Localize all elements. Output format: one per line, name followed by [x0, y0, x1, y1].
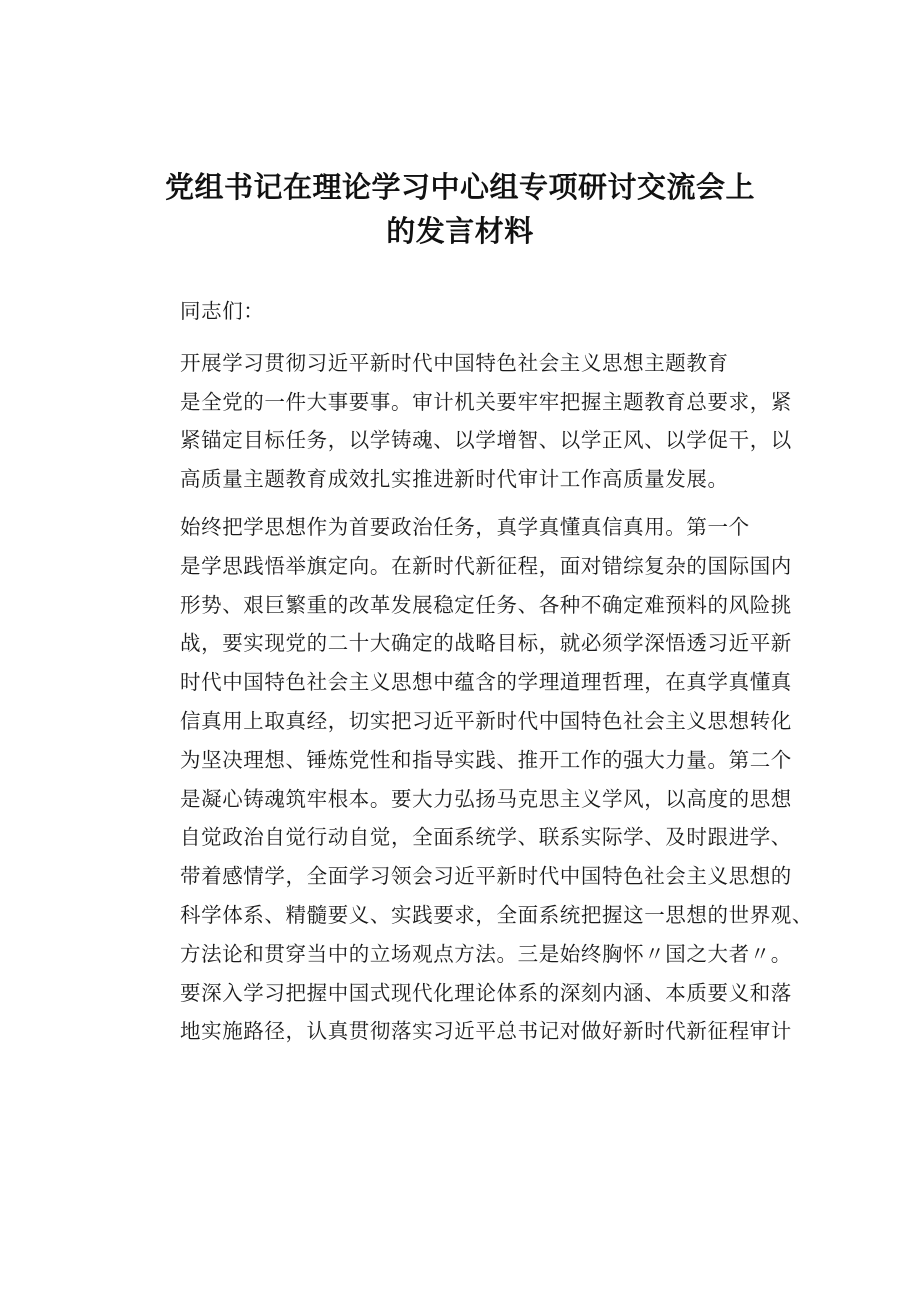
paragraph-1-line: 高质量主题教育成效扎实推进新时代审计工作高质量发展。: [180, 467, 729, 492]
paragraph-1-line: 紧锚定目标任务，以学铸魂、以学增智、以学正风、以学促干，以: [180, 428, 792, 453]
paragraph-2-line: 是凝心铸魂筑牢根本。要大力弘扬马克思主义学风，以高度的思想: [180, 786, 792, 811]
title-line-2: 的发言材料: [386, 214, 534, 248]
paragraph-2-line: 要深入学习把握中国式现代化理论体系的深刻内涵、本质要义和落: [180, 980, 792, 1005]
paragraph-2: [135, 508, 813, 1051]
paragraph-2-line: 是学思践悟举旗定向。在新时代新征程，面对错综复杂的国际国内: [180, 553, 792, 578]
paragraph-2-line: 始终把学思想作为首要政治任务，真学真懂真信真用。第一个: [180, 514, 750, 539]
paragraph-1-line: 是全党的一件大事要事。审计机关要牢牢把握主题教育总要求，紧: [180, 389, 792, 414]
paragraph-2-line: 带着感情学，全面学习领会习近平新时代中国特色社会主义思想的: [180, 864, 792, 889]
salutation: 同志们：: [180, 299, 265, 323]
document-title: [120, 165, 800, 253]
paragraph-2-line: 形势、艰巨繁重的改革发展稳定任务、各种不确定难预料的风险挑: [180, 592, 792, 617]
paragraph-2-line: 为坚决理想、锤炼党性和指导实践、推开工作的强大力量。第二个: [180, 747, 792, 772]
paragraph-2-line: 信真用上取真经，切实把习近平新时代中国特色社会主义思想转化: [180, 708, 792, 733]
paragraph-2-line: 方法论和贯穿当中的立场观点方法。三是始终胸怀〃国之大者〃。: [180, 941, 792, 966]
paragraph-2-line: 时代中国特色社会主义思想中蕴含的学理道理哲理，在真学真懂真: [180, 670, 792, 695]
paragraph-2-line: 地实施路径，认真贯彻落实习近平总书记对做好新时代新征程审计: [180, 1019, 792, 1044]
document-body: [135, 292, 813, 1060]
paragraph-2-line: 自觉政治自觉行动自觉，全面系统学、联系实际学、及时跟进学、: [180, 825, 792, 850]
paragraph-2-line: 战，要实现党的二十大确定的战略目标，就必须学深悟透习近平新: [180, 631, 792, 656]
paragraph-2-line: 科学体系、精髓要义、实践要求，全面系统把握这一思想的世界观、: [180, 902, 813, 927]
paragraph-1-line: 开展学习贯彻习近平新时代中国特色社会主义思想主题教育: [180, 350, 729, 375]
title-line-1: 党组书记在理论学习中心组专项研讨交流会上: [164, 170, 755, 204]
paragraph-1: [135, 344, 795, 499]
